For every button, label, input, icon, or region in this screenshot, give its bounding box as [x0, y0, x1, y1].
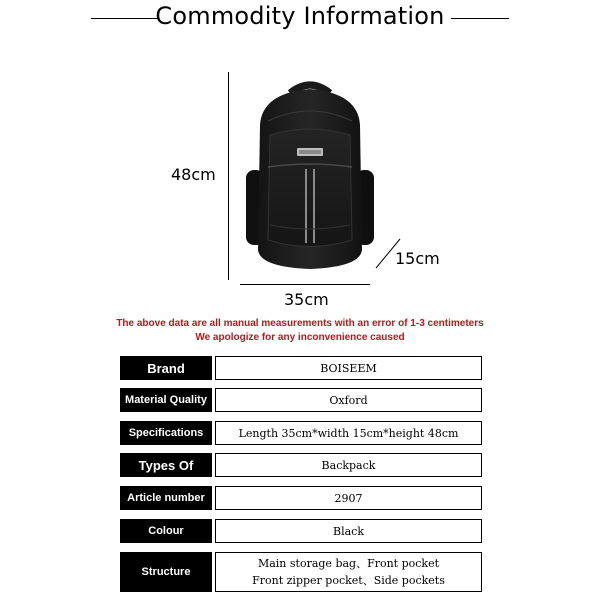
spec-row-brand [120, 356, 482, 380]
spec-value-line: Main storage bag、Front pocket [257, 557, 440, 570]
spec-value [215, 552, 482, 592]
spec-row-specifications [120, 421, 482, 445]
spec-row-type [120, 453, 482, 477]
spec-value: Backpack [215, 453, 482, 477]
spec-value: Length 35cm*width 15cm*height 48cm [215, 421, 482, 445]
spec-label: Brand [120, 356, 212, 380]
backpack-image [240, 75, 380, 275]
spec-label: Specifications [120, 421, 212, 445]
height-label: 48cm [171, 165, 216, 184]
page-title: Commodity Information [155, 2, 445, 30]
title-bar [0, 0, 600, 40]
spec-row-article [120, 486, 482, 510]
spec-value: 2907 [215, 486, 482, 510]
height-guide-line [228, 72, 229, 280]
width-label: 35cm [284, 290, 329, 309]
spec-label: Structure [120, 552, 212, 592]
width-guide-line [240, 284, 370, 285]
spec-label: Material Quality [120, 388, 212, 412]
spec-value: Black [215, 519, 482, 543]
spec-row-structure [120, 552, 482, 592]
spec-value: BOISEEM [215, 356, 482, 380]
title-rule-right [451, 18, 509, 19]
spec-row-material [120, 388, 482, 412]
measurement-notice: The above data are all manual measurements with an error of 1-3 centimeters [116, 318, 484, 329]
depth-label: 15cm [395, 249, 440, 268]
spec-label: Colour [120, 519, 212, 543]
spec-value: Oxford [215, 388, 482, 412]
spec-row-colour [120, 519, 482, 543]
spec-label: Types Of [120, 453, 212, 477]
spec-label: Article number [120, 486, 212, 510]
apology-notice: We apologize for any inconvenience caused [195, 332, 405, 343]
spec-value-line: Front zipper pocket、Side pockets [252, 574, 445, 587]
